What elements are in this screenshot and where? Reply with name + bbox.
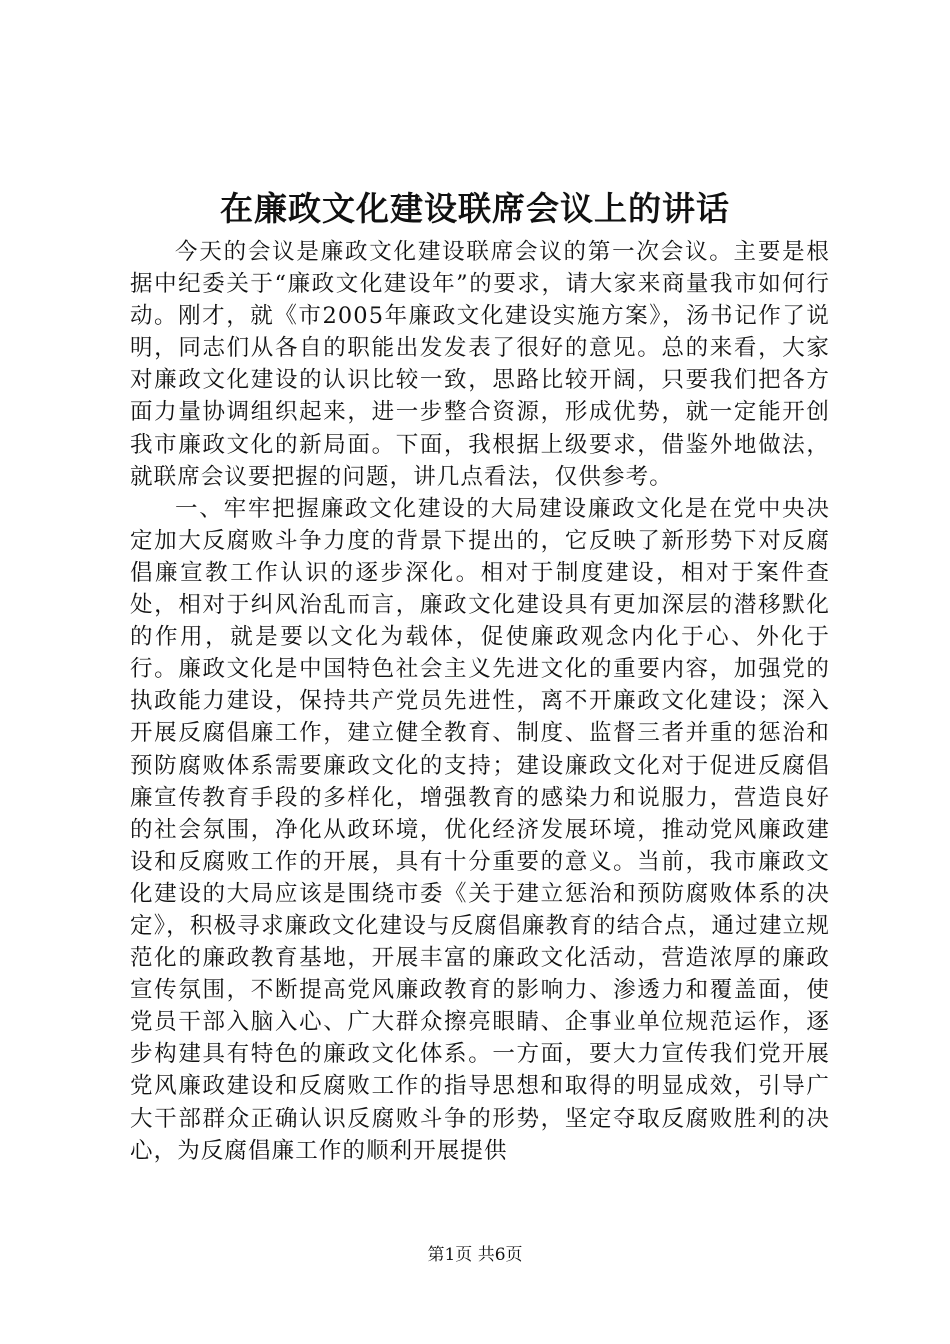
paragraph-section-one: 一、牢牢把握廉政文化建设的大局建设廉政文化是在党中央决定加大反腐败斗争力度的背景下提出的，它反映了新形势下对反腐倡廉宣教工作认识的逐步深化。相对于制度建设，相对于案件查处，相对于纠风治乱而言，廉政文化建设具有更加深层的潜移默化的作用，就是要以文化为载体，促使廉政观念内化于心、外化于行。廉政文化是中国特色社会主义先进文化的重要内容，加强党的执政能力建设，保持共产党员先进性，离不开廉政文化建设；深入开展反腐倡廉工作，建立健全教育、制度、监督三者并重的惩治和预防腐败体系需要廉政文化的支持；建设廉政文化对于促进反腐倡廉宣传教育手段的多样化，增强教育的感染力和说服力，营造良好的社会氛围，净化从政环境，优化经济发展环境，推动党风廉政建设和反腐败工作的开展，具有十分重要的意义。当前，我市廉政文化建设的大局应该是围绕市委《关于建立惩治和预防腐败体系的决定》，积极寻求廉政文化建设与反腐倡廉教育的结合点，通过建立规范化的廉政教育基地，开展丰富的廉政文化活动，营造浓厚的廉政宣传氛围，不断提高党风廉政教育的影响力、渗透力和覆盖面，使党员干部入脑入心、广大群众擦亮眼睛、企事业单位规范运作，逐步构建具有特色的廉政文化体系。一方面，要大力宣传我们党开展党风廉政建设和反腐败工作的指导思想和取得的明显成效，引导广大干部群众正确认识反腐败斗争的形势，坚定夺取反腐败胜利的决心，为反腐倡廉工作的顺利开展提供 xyxy=(130,495,830,1164)
paragraph-intro: 今天的会议是廉政文化建设联席会议的第一次会议。主要是根据中纪委关于“廉政文化建设年”的要求，请大家来商量我市如何行动。刚才，就《市2005年廉政文化建设实施方案》，汤书记作了说明，同志们从各自的职能出发发表了很好的意见。总的来看，大家对廉政文化建设的认识比较一致，思路比较开阔，只要我们把各方面力量协调组织起来，进一步整合资源，形成优势，就一定能开创我市廉政文化的新局面。下面，我根据上级要求，借鉴外地做法，就联席会议要把握的问题，讲几点看法，仅供参考。 xyxy=(130,239,830,490)
document-body xyxy=(130,236,830,1167)
page-footer: 第1页 共6页 xyxy=(427,1245,523,1265)
document-title: 在廉政文化建设联席会议上的讲话 xyxy=(220,189,730,228)
